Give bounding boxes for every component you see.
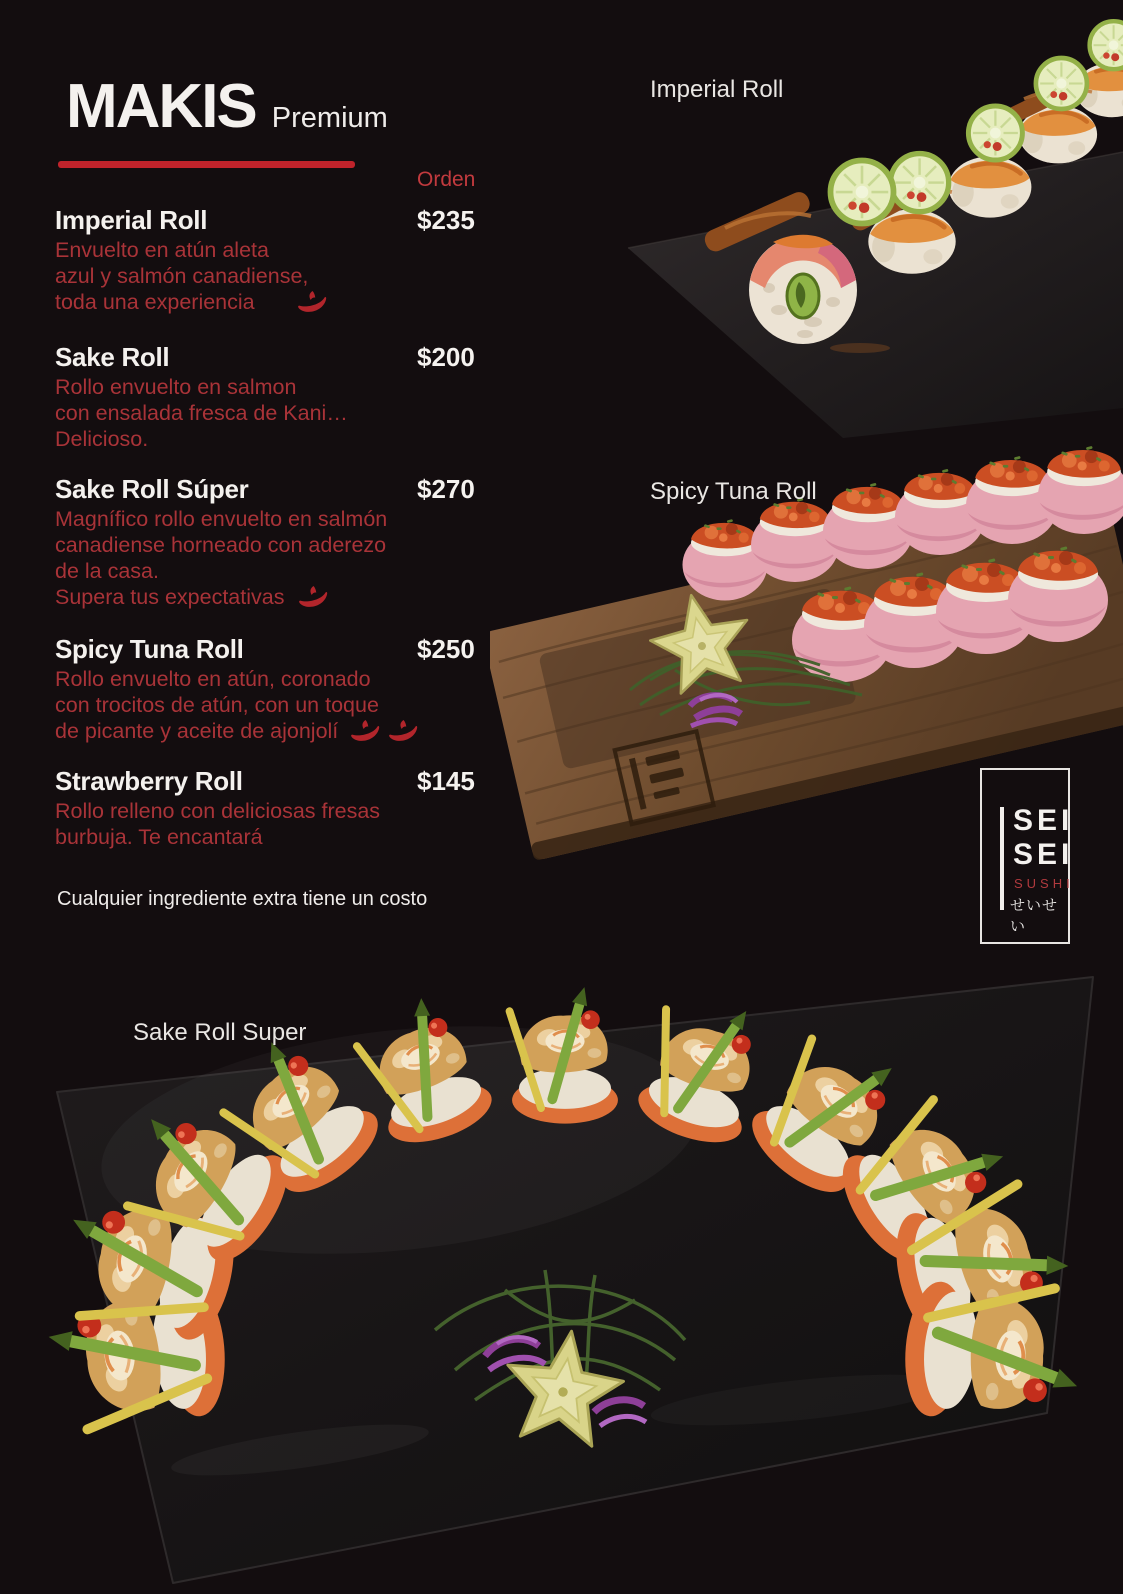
chili-icon <box>297 290 329 315</box>
item-price: $250 <box>417 634 475 664</box>
imperial-roll-photo <box>560 0 1123 450</box>
logo-word-japanese: せいせい <box>1010 897 1059 935</box>
item-price: $200 <box>417 342 475 372</box>
item-description: Envuelto en atún aleta azul y salmón canadiense, toda una experiencia <box>55 237 535 315</box>
header <box>66 72 388 141</box>
item-description: Rollo envuelto en salmon con ensalada fresca de Kani… Delicioso. <box>55 375 348 451</box>
extra-ingredient-footnote: Cualquier ingrediente extra tiene un costo <box>57 888 428 910</box>
chili-icon <box>298 585 330 610</box>
menu-item-strawberry-roll <box>55 766 535 850</box>
logo-word-sushi: SUSHI <box>1014 876 1074 891</box>
photo-caption-sake-roll-super: Sake Roll Super <box>133 1019 307 1046</box>
item-description: Magnífico rollo envuelto en salmón canadiense horneado con aderezo de la casa. Supera tus expectativas <box>55 507 388 609</box>
menu-item-spicy-tuna-roll <box>55 634 535 744</box>
item-price: $270 <box>417 474 475 504</box>
menu-item-sake-roll-super <box>55 474 535 610</box>
item-name: Imperial Roll <box>55 205 208 235</box>
item-name: Sake Roll <box>55 342 170 372</box>
logo-vertical-bar <box>1000 807 1004 910</box>
item-price: $145 <box>417 766 475 796</box>
page-subtitle: Premium <box>271 102 388 134</box>
item-name: Sake Roll Súper <box>55 474 249 504</box>
item-name: Spicy Tuna Roll <box>55 634 244 664</box>
menu-item-imperial-roll <box>55 205 535 315</box>
sake-roll-super-photo <box>0 960 1123 1594</box>
item-price: $235 <box>417 205 475 235</box>
logo-word-sei-1: SEI <box>1013 804 1074 837</box>
seisei-logo <box>980 768 1074 944</box>
page-title: MAKIS <box>66 72 256 141</box>
item-description: Rollo envuelto en atún, coronado con trocitos de atún, con un toque de picante y aceite de ajonjolí <box>55 666 535 744</box>
menu-item-sake-roll <box>55 342 535 452</box>
item-name: Strawberry Roll <box>55 766 243 796</box>
logo-word-sei-2: SEI <box>1013 838 1074 871</box>
title-divider <box>58 161 355 168</box>
orden-column-label: Orden <box>417 168 476 191</box>
photo-caption-spicy-tuna-roll: Spicy Tuna Roll <box>650 478 817 505</box>
photo-caption-imperial-roll: Imperial Roll <box>650 76 784 103</box>
chili-icon <box>350 719 382 744</box>
item-description: Rollo relleno con deliciosas fresas burbuja. Te encantará <box>55 799 381 849</box>
chili-icon <box>388 719 420 744</box>
